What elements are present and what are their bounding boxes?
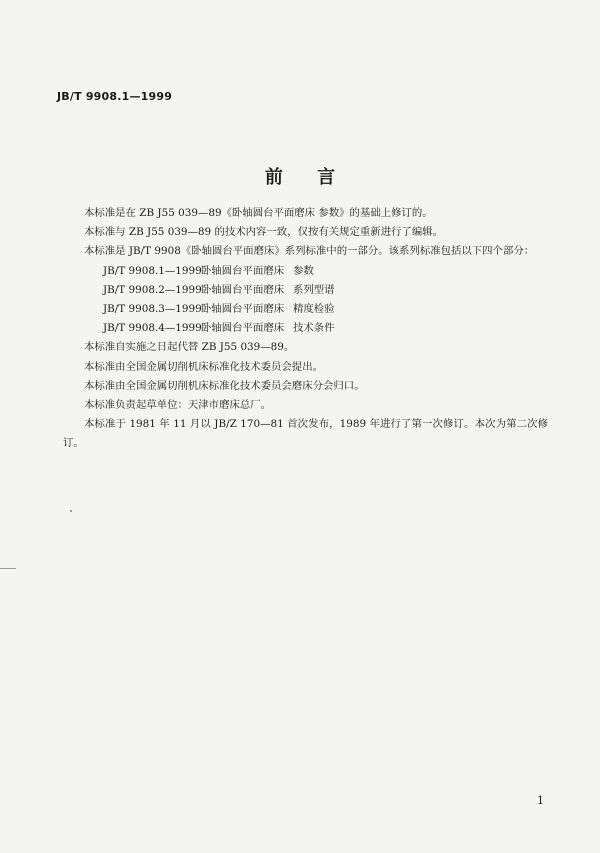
part-name: 卧轴圆台平面磨床 — [201, 303, 285, 316]
part-name: 卧轴圆台平面磨床 — [201, 322, 285, 335]
part-code: JB/T 9908.1—1999 — [103, 264, 202, 277]
part-topic: 精度检验 — [293, 303, 335, 316]
preface-body — [63, 204, 548, 454]
paragraph-replacement: 本标准自实施之日起代替 ZB J55 039—89。 — [84, 341, 295, 354]
paragraph-history: 本标准于 1981 年 11 月以 JB/Z 170—81 首次发布，1989 年进行了第一次修订。本次为第二次修订。 — [63, 418, 548, 450]
part-topic: 系列型谱 — [293, 283, 335, 296]
scan-edge-mark — [0, 568, 16, 569]
scan-speck — [70, 510, 72, 512]
part-code: JB/T 9908.4—1999 — [103, 322, 202, 335]
list-item — [103, 319, 548, 338]
part-name: 卧轴圆台平面磨床 — [201, 283, 285, 296]
part-topic: 参数 — [293, 264, 314, 277]
page-title: 前 言 — [264, 167, 350, 188]
list-item — [103, 281, 548, 300]
part-name: 卧轴圆台平面磨床 — [201, 264, 285, 277]
paragraph-administered-by: 本标准由全国金属切削机床标准化技术委员会磨床分会归口。 — [84, 379, 365, 392]
standard-number: JB/T 9908.1—1999 — [57, 90, 173, 103]
paragraph-technical-content: 本标准与 ZB J55 039—89 的技术内容一致，仅按有关规定重新进行了编辑。 — [84, 226, 444, 239]
part-code: JB/T 9908.3—1999 — [103, 303, 202, 316]
list-item — [103, 300, 548, 319]
paragraph-revision-basis: 本标准是在 ZB J55 039—89《卧轴圆台平面磨床 参数》的基础上修订的。 — [84, 207, 433, 219]
paragraph-drafting-unit: 本标准负责起草单位：天津市磨床总厂。 — [84, 399, 272, 412]
paragraph-series-intro: 本标准是 JB/T 9908《卧轴圆台平面磨床》系列标准中的一部分。该系列标准包括以下四个部分： — [84, 245, 535, 258]
paragraph-proposed-by: 本标准由全国金属切削机床标准化技术委员会提出。 — [84, 360, 323, 373]
list-item — [103, 262, 548, 281]
part-code: JB/T 9908.2—1999 — [103, 283, 202, 296]
part-topic: 技术条件 — [293, 322, 335, 335]
parts-list — [63, 262, 548, 339]
page-number: 1 — [537, 794, 544, 807]
